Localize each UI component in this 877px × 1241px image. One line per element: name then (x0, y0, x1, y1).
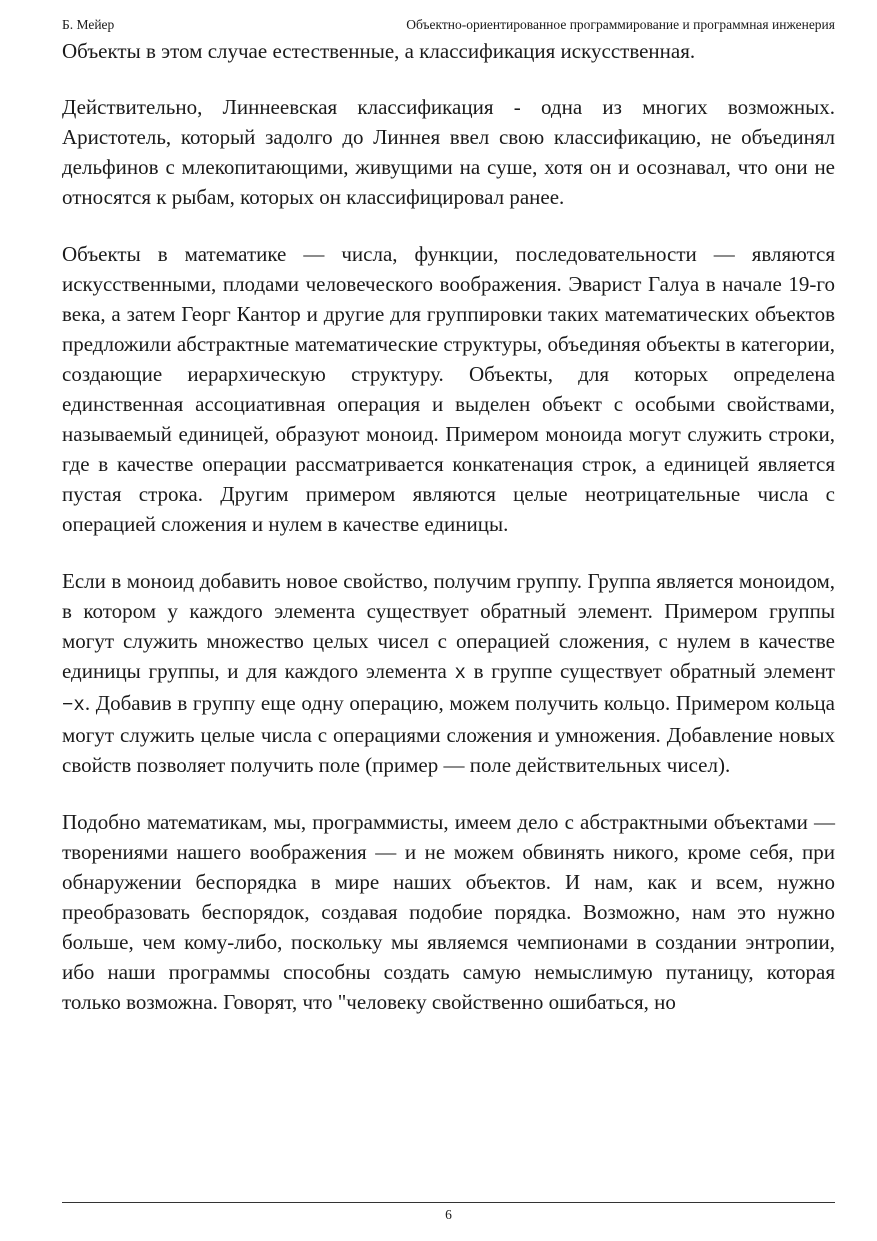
paragraph-2: Действительно, Линнеевская классификация - одна из многих возможных. Аристотель, который задолго до Линнея ввел свою классификацию, не объединял дельфинов с млекопитающими, живущими на суше, хотя он и осознавал, что они не относятся к рыбам, которых он классифицировал ранее. (62, 95, 835, 209)
paragraph-1: Объекты в этом случае естественные, а классификация искусственная. (62, 39, 696, 63)
paragraph-4 (62, 566, 835, 780)
page-body (62, 36, 835, 1044)
code-neg-x: −x (62, 694, 85, 716)
header-author: Б. Мейер (62, 17, 115, 32)
footer-divider (62, 1202, 835, 1203)
page-number: 6 (445, 1207, 452, 1222)
paragraph-5: Подобно математикам, мы, программисты, имеем дело с абстрактными объектами — творениями нашего воображения — и не можем обвинять никого, кроме себя, при обнаружении беспорядка в мире наших объектов. И нам, как и всем, нужно преобразовать беспорядок, создавая подобие порядка. Возможно, нам это нужно больше, чем кому-либо, поскольку мы являемся чемпионами в создании энтропии, ибо наши программы способны создать самую немыслимую путаницу, которая только возможна. Говорят, что "человеку свойственно ошибаться, но (62, 810, 835, 1014)
code-x: x (454, 662, 466, 684)
paragraph-4-text-c: . Добавив в группу еще одну операцию, можем получить кольцо. Примером кольца могут служить целые числа с операциями сложения и умножения. Добавление новых свойств позволяет получить поле (пример — поле действительных чисел). (62, 691, 835, 777)
paragraph-3: Объекты в математике — числа, функции, последовательности — являются искусственными, плодами человеческого воображения. Эварист Галуа в начале 19-го века, а затем Георг Кантор и другие для группировки таких математических объектов предложили абстрактные математические структуры, объединяя объекты в категории, создающие иерархическую структуру. Объекты, для которых определена единственная ассоциативная операция и выделен объект с особыми свойствами, называемый единицей, образуют моноид. Примером моноида могут служить строки, где в качестве операции рассматривается конкатенация строк, а единицей является пустая строка. Другим примером являются целые неотрицательные числа с операцией сложения и нулем в качестве единицы. (62, 242, 835, 536)
running-header (62, 16, 835, 34)
header-book-title: Объектно-ориентированное программирование и программная инженерия (406, 17, 835, 32)
paragraph-4-text-b: в группе существует обратный элемент (465, 659, 835, 683)
paragraph-4-text-a: Если в моноид добавить новое свойство, получим группу. Группа является моноидом, в котором у каждого элемента существует обратный элемент. Примером группы могут служить множество целых чисел с операцией сложения, с нулем в качестве единицы группы, и для каждого элемента (62, 569, 835, 683)
